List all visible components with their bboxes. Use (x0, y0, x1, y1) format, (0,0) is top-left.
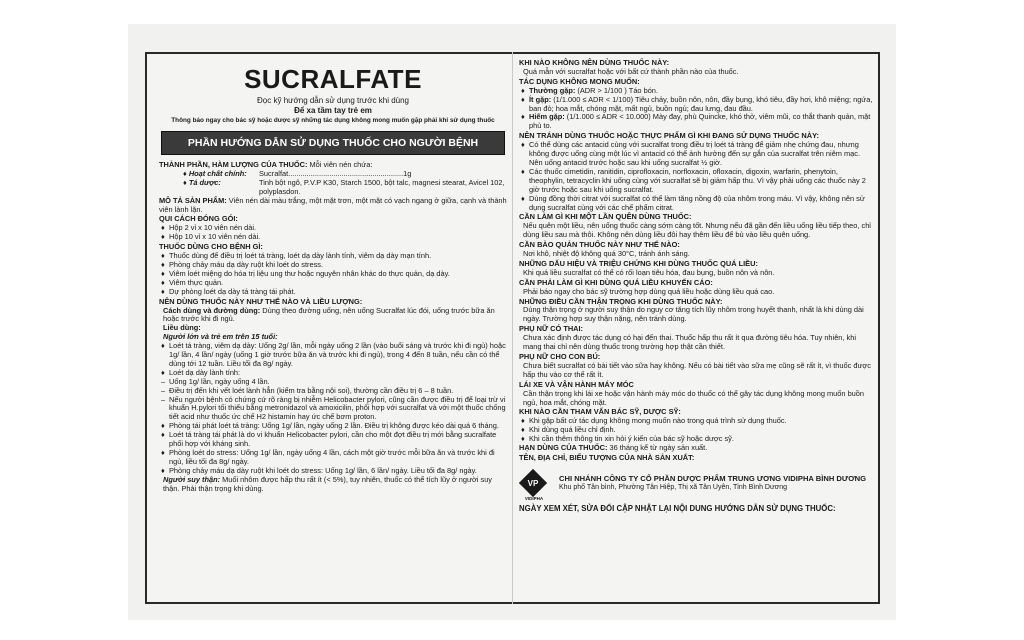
dose-subitem: Nếu người bệnh có chứng cứ rõ ràng bị nhiễm Helicobacter pylori, cũng cần được điều trị để loại trừ vi khuẩn H.pylori tối thiểu bằng metronidazol và amoxicilin, phối hợp với sucralfat và với một thuốc chống tiết acid như thuốc ức chế H2 histamin hay ức chế bơm proton. (169, 394, 506, 422)
overdose-text: Khi quá liều sucralfat có thể có rối loạn tiêu hóa, đau bụng, buồn nôn và nôn. (523, 267, 775, 277)
administration-text (159, 307, 507, 325)
overdose-action-text: Phải báo ngay cho bác sỹ trường hợp dùng quá liều hoặc dùng liều quá cao. (523, 286, 775, 296)
composition-text: Mỗi viên nén chứa: (307, 160, 373, 169)
interaction-item: Dùng đồng thời citrat với sucralfat có thể làm tăng nồng độ của nhôm trong máu. Vì vậy, không nên sử dụng sucralfat cùng với các chế phẩm citrat. (529, 193, 865, 212)
list-item: ♦ Loét tá tràng, viêm dạ dày: Uống 2g/ lần, mỗi ngày uống 2 lần (vào buổi sáng và trước khi đi ngủ) hoặc 1g/ lần, 4 lần/ ngày (uống 1 giờ trước bữa ăn và trước khi đi ngủ), trong 4 đến 8 tuần, nếu cần có thể dùng tới 12 tuần. Liều tối đa 8g/ ngày. (161, 341, 506, 368)
active-ingredient-key: ♦ Hoạt chất chính: (183, 168, 247, 178)
indication-item: Thuốc dùng để điều trị loét tá tràng, loét dạ dày lành tính, viêm dạ dày mạn tính. (169, 251, 432, 261)
packing-item: Hộp 2 vỉ x 10 viên nén dài. (169, 223, 257, 233)
active-ingredient-value: Sucralfat........................................................1g (259, 168, 412, 178)
renal-text: Muối nhôm được hấp thu rất ít (< 5%), tuy nhiên, thuốc có thể tích lũy ở người suy thận. Phải thận trọng khi dùng. (163, 474, 492, 493)
list-item: ♦ Khi cần thêm thông tin xin hỏi ý kiến của bác sỹ hoặc dược sỹ. (521, 434, 734, 444)
list-item: ♦ Dùng đồng thời citrat với sucralfat có thể làm tăng nồng độ của nhôm trong máu. Vì vậy, không nên sử dụng sucralfat cùng với các chế phẩm citrat. (521, 193, 865, 212)
logo-caption: VIDIPHA (524, 495, 544, 501)
patient-guide-banner: PHẦN HƯỚNG DẪN SỬ DỤNG THUỐC CHO NGƯỜI BỆNH (161, 131, 505, 155)
excipient-row (159, 179, 507, 197)
list-item: ♦ Ít gặp: (1/1.000 ≤ ADR < 1/100) Tiêu chảy, buồn nôn, nôn, đầy bụng, khó tiêu, đầy hơi, khô miệng; ngứa, ban đỏ; hoa mắt, chóng mặt, mất ngủ, buồn ngủ; đau lưng, đau đầu. (521, 94, 873, 113)
indication-item: Phòng chảy máu dạ dày ruột khi loét do stress. (169, 259, 324, 269)
packing-item: Hộp 10 vỉ x 10 viên nén dài. (169, 232, 261, 242)
contraindication-heading: KHI NÀO KHÔNG NÊN DÙNG THUỐC NÀY: (519, 58, 670, 67)
precautions-text: Dùng thận trọng ở người suy thận do nguy cơ tăng tích lũy nhôm trong huyết thanh, nhất là khi dùng dài ngày. Trường hợp suy thận nặng, nên tránh dùng. (523, 305, 864, 324)
description-section (159, 197, 507, 215)
indication-item: Dự phòng loét dạ dày tá tràng tái phát. (169, 286, 296, 296)
dose-item: Loét tá tràng tái phát là do vi khuẩn Helicobacter pylori, cần cho một đợt điều trị mới bằng sucralfate phối hợp với kháng sinh. (169, 430, 497, 449)
lactation-heading: PHỤ NỮ CHO CON BÚ: (519, 352, 601, 361)
expiry-label: HẠN DÙNG CỦA THUỐC: (519, 443, 608, 453)
side-effect-text: (ADR > 1/100 ) Táo bón. (575, 85, 658, 95)
dose-label: Liều dùng: (163, 323, 201, 333)
interaction-item: Có thể dùng các antacid cùng với sucralfat trong điều trị loét tá tràng để giảm nhẹ chứng đau, nhưng không được uống cùng một lúc vì antacid có thể ảnh hưởng đến sự gắn của sucralfat trên niêm mạc. Nên uống antacid trước hoặc sau khi uống sucralfat ½ giờ. (529, 140, 861, 167)
vidipha-logo-icon (519, 469, 549, 499)
list-item: ♦ Thường gặp: (ADR > 1/100 ) Táo bón. (521, 85, 658, 95)
renal-label: Người suy thận: (163, 474, 221, 484)
driving-heading: LÁI XE VÀ VẬN HÀNH MÁY MÓC (519, 379, 634, 389)
storage-heading: CẦN BẢO QUẢN THUỐC NÀY NHƯ THẾ NÀO: (519, 240, 680, 250)
left-column (159, 58, 507, 598)
list-item: ♦ Khi dùng quá liều chỉ định. (521, 425, 616, 435)
list-item: ♦ Loét tá tràng tái phát là do vi khuẩn Helicobacter pylori, cần cho một đợt điều trị mới bằng sucralfate phối hợp với kháng sinh. (161, 430, 497, 449)
fold-line (512, 52, 513, 604)
interactions-heading: NÊN TRÁNH DÙNG THUỐC HOẶC THỰC PHẨM GÌ KHI ĐANG SỬ DỤNG THUỐC NÀY: (519, 131, 819, 141)
side-effect-key: Ít gặp: (529, 94, 552, 104)
list-item: ♦ Dự phòng loét dạ dày tá tràng tái phát. (161, 286, 296, 296)
list-item: ♦ Viêm thực quản. (161, 277, 224, 287)
list-item: – Điều trị đến khi vết loét lành hẳn (kiểm tra bằng nội soi), thường cần điều trị 6 – 8 tuần. (161, 385, 454, 395)
dosage-heading: NÊN DÙNG THUỐC NÀY NHƯ THẾ NÀO VÀ LIỀU LƯỢNG: (159, 296, 363, 306)
dose-item: Loét dạ dày lành tính: (169, 367, 241, 377)
product-title: SUCRALFATE (244, 64, 422, 94)
list-item: ♦ Phòng tái phát loét tá tràng: Uống 1g/ lần, ngày uống 2 lần. Điều trị không được kéo dài quá 6 tháng. (161, 421, 499, 431)
keep-away-note: Để xa tầm tay trẻ em (294, 106, 372, 115)
dose-subitem: Uống 1g/ lần, ngày uống 4 lần. (169, 376, 270, 386)
list-item: ♦ Hộp 2 vỉ x 10 viên nén dài. (161, 223, 257, 233)
administration-label: Cách dùng và đường dùng: (163, 305, 261, 315)
excipient-key: ♦ Tá dược: (183, 177, 221, 187)
excipient-key-text: Tá dược: (188, 177, 221, 187)
administration-value: Dùng theo đường uống, nên uống Sucralfat lúc đói, uống trước bữa ăn hoặc trước khi đi ngủ. (163, 305, 495, 324)
description-label: MÔ TẢ SẢN PHẨM: (159, 195, 227, 205)
pregnancy-text: Chưa xác định được tác dụng có hại đến thai. Thuốc hấp thu rất ít qua đường tiêu hóa. Tuy nhiên, khi mang thai chỉ nên dùng thuốc trong trường hợp thật cần thiết. (523, 333, 856, 352)
company-info (559, 475, 866, 493)
storage-text: Nơi khô, nhiệt độ không quá 30°C, tránh ánh sáng. (523, 249, 690, 259)
side-effect-text: (1/1.000 ≤ ADR < 10.000) Mày đay, phù Quincke, khó thở, viêm mũi, co thắt thanh quản, mặt phù to. (529, 112, 871, 131)
dose-item: Phòng loét do stress: Uống 1g/ lần, ngày uống 4 lần, cách một giờ trước mỗi bữa ăn và trước khi đi ngủ, liều tối đa 8g/ ngày. (169, 448, 495, 466)
dose-item: Phòng tái phát loét tá tràng: Uống 1g/ lần, ngày uống 2 lần. Điều trị không được kéo dài quá 6 tháng. (169, 421, 499, 431)
manufacturer-block (519, 469, 873, 499)
adult-label: Người lớn và trẻ em trên 15 tuổi: (163, 332, 278, 342)
precautions-heading: NHỮNG ĐIỀU CẦN THẬN TRỌNG KHI DÙNG THUỐC NÀY: (519, 296, 723, 306)
description-text: Viên nén dài màu trắng, một mặt trơn, một mặt có vạch ngang ở giữa, cạnh và thành viên lành lặn. (159, 195, 507, 214)
review-date-line: NGÀY XEM XÉT, SỬA ĐỔI CẬP NHẬT LẠI NỘI DUNG HƯỚNG DẪN SỬ DỤNG THUỐC: (519, 503, 836, 513)
missed-dose-text: Nếu quên một liều, nên uống thuốc càng sớm càng tốt. Nhưng nếu đã gần đến liều uống liều tiếp theo, chỉ dùng liều sau mà thôi. Không nên dùng liều đôi hay thêm liều để bù vào liều quên uống. (523, 221, 871, 240)
indication-item: Viêm loét miệng do hóa trị liệu ung thư hoặc nguyên nhân khác do thực quản, dạ dày. (169, 268, 450, 278)
consult-heading: KHI NÀO CẦN THAM VẤN BÁC SỸ, DƯỢC SỸ: (519, 407, 681, 417)
indication-item: Viêm thực quản. (169, 277, 224, 287)
driving-text: Cần thận trọng khi lái xe hoặc vận hành máy móc do thuốc có thể gây tác dụng không mong muốn buồn ngủ, hoa mắt, chóng mặt. (523, 388, 865, 407)
company-name: CHI NHÁNH CÔNG TY CỔ PHẦN DƯỢC PHẨM TRUNG ƯƠNG VIDIPHA BÌNH DƯƠNG (559, 473, 867, 483)
list-item: ♦ Hộp 10 vỉ x 10 viên nén dài. (161, 232, 261, 242)
side-effects-heading: TÁC DỤNG KHÔNG MONG MUỐN: (519, 76, 640, 86)
list-item: ♦ Phòng chảy máu dạ dày ruột khi loét do stress: Uống 1g/ lần, 6 lần/ ngày. Liều tối đa 8g/ ngày. (161, 465, 477, 475)
expiry-section (519, 444, 873, 453)
list-item: ♦ Khi gặp bất cứ tác dụng không mong muốn nào trong quá trình sử dụng thuốc. (521, 416, 787, 426)
composition-label: THÀNH PHẦN, HÀM LƯỢNG CỦA THUỐC: (159, 160, 308, 169)
list-item: ♦ Loét dạ dày lành tính: (161, 367, 241, 377)
company-address: Khu phố Tân bình, Phường Tân Hiệp, Thị xã Tân Uyên, Tỉnh Bình Dương (559, 483, 788, 491)
side-effect-key: Hiếm gặp: (529, 112, 565, 122)
consult-item: Khi gặp bất cứ tác dụng không mong muốn nào trong quá trình sử dụng thuốc. (529, 416, 787, 426)
manufacturer-heading: TÊN, ĐỊA CHỈ, BIỂU TƯỢNG CỦA NHÀ SẢN XUẤT: (519, 452, 695, 462)
missed-dose-heading: CẦN LÀM GÌ KHI MỘT LẦN QUÊN DÙNG THUỐC: (519, 212, 692, 222)
list-item: ♦ Phòng chảy máu dạ dày ruột khi loét do stress. (161, 259, 324, 269)
pregnancy-heading: PHỤ NỮ CÓ THAI: (519, 324, 584, 334)
consult-item: Khi cần thêm thông tin xin hỏi ý kiến của bác sỹ hoặc dược sỹ. (529, 434, 734, 444)
list-item: – Nếu người bệnh có chứng cứ rõ ràng bị nhiễm Helicobacter pylori, cũng cần được điều trị để loại trừ vi khuẩn H.pylori tối thiểu bằng metronidazol và amoxicilin, phối hợp với sucralfat và với một thuốc chống tiết acid như thuốc ức chế H2 histamin hay ức chế bơm proton. (161, 394, 506, 422)
read-instructions-note: Đọc kỹ hướng dẫn sử dụng trước khi dùng (257, 96, 409, 105)
list-item: ♦ Có thể dùng các antacid cùng với sucralfat trong điều trị loét tá tràng để giảm nhẹ chứng đau, nhưng không được uống cùng một lúc vì antacid có thể ảnh hưởng đến sự gắn của sucralfat trên niêm mạc. Nên uống antacid trước hoặc sau khi uống sucralfat ½ giờ. (521, 140, 861, 167)
lactation-text: Chưa biết sucralfat có bài tiết vào sữa hay không. Nếu có bài tiết vào sữa mẹ cũng sẽ rất ít, vì thuốc được hấp thu vào cơ thể rất ít. (523, 360, 871, 379)
expiry-text: 36 tháng kể từ ngày sản xuất. (607, 443, 708, 453)
svg-text:VP: VP (527, 478, 539, 488)
list-item: ♦ Thuốc dùng để điều trị loét tá tràng, loét dạ dày lành tính, viêm dạ dày mạn tính. (161, 251, 432, 261)
side-effect-key: Thường gặp: (529, 85, 576, 95)
side-effect-text: (1/1.000 ≤ ADR < 1/100) Tiêu chảy, buồn nôn, nôn, đầy bụng, khó tiêu, đầy hơi, khô miệng; ngứa, ban đỏ; hoa mắt, chóng mặt, mất ngủ, buồn ngủ; đau lưng, đau đầu. (529, 94, 873, 113)
right-column (519, 58, 873, 598)
overdose-action-heading: CẦN PHẢI LÀM GÌ KHI DÙNG QUÁ LIỀU KHUYẾN CÁO: (519, 277, 713, 287)
indications-heading: THUỐC DÙNG CHO BỆNH GÌ: (159, 242, 263, 252)
list-item: – Uống 1g/ lần, ngày uống 4 lần. (161, 376, 270, 386)
overdose-heading: NHỮNG DẤU HIỆU VÀ TRIỆU CHỨNG KHI DÙNG THUỐC QUÁ LIỀU: (519, 258, 758, 268)
excipient-value: Tinh bột ngô, P.V.P K30, Starch 1500, bột talc, magnesi stearat, Avicel 102, polyplasdon. (259, 177, 505, 196)
list-item: ♦ Phòng loét do stress: Uống 1g/ lần, ngày uống 4 lần, cách một giờ trước mỗi bữa ăn và trước khi đi ngủ, liều tối đa 8g/ ngày. (161, 448, 495, 466)
contraindication-text: Quá mẫn với sucralfat hoặc với bất cứ thành phần nào của thuốc. (523, 66, 739, 76)
dose-item: Phòng chảy máu dạ dày ruột khi loét do stress: Uống 1g/ lần, 6 lần/ ngày. Liều tối đa 8g/ ngày. (169, 465, 477, 475)
interaction-item: Các thuốc cimetidin, ranitidin, ciprofloxacin, norfloxacin, ofloxacin, digoxin, warfarin, phenytoin, theophylin, tetracyclin khi uống cùng với sucralfat sẽ bị giảm hấp thu. Vì vậy phải uống các thuốc này 2 giờ trước hoặc sau khi uống sucralfat. (529, 166, 866, 194)
packing-heading: QUI CÁCH ĐÓNG GÓI: (159, 214, 238, 224)
report-side-effects-note: Thông báo ngay cho bác sỹ hoặc dược sỹ những tác dụng không mong muốn gặp phải khi sử dụng thuốc (171, 117, 495, 124)
active-key-text: Hoạt chất chính: (188, 168, 247, 178)
renal-note (159, 476, 507, 494)
list-item: ♦ Viêm loét miệng do hóa trị liệu ung thư hoặc nguyên nhân khác do thực quản, dạ dày. (161, 268, 450, 278)
consult-item: Khi dùng quá liều chỉ định. (529, 425, 616, 435)
dose-subitem: Điều trị đến khi vết loét lành hẳn (kiểm tra bằng nội soi), thường cần điều trị 6 – 8 tuần. (169, 385, 454, 395)
dose-item: Loét tá tràng, viêm dạ dày: Uống 2g/ lần, mỗi ngày uống 2 lần (vào buổi sáng và trước khi đi ngủ) hoặc 1g/ lần, 4 lần/ ngày (uống 1 giờ trước bữa ăn và trước khi đi ngủ), trong 4 đến 8 tuần, nếu cần có thể dùng tới 12 tuần. Liều tối đa 8g/ ngày. (169, 341, 506, 368)
list-item: ♦ Hiếm gặp: (1/1.000 ≤ ADR < 10.000) Mày đay, phù Quincke, khó thở, viêm mũi, co thắt thanh quản, mặt phù to. (521, 112, 871, 131)
list-item: ♦ Các thuốc cimetidin, ranitidin, ciprofloxacin, norfloxacin, ofloxacin, digoxin, warfarin, phenytoin, theophylin, tetracyclin khi uống cùng với sucralfat sẽ bị giảm hấp thu. Vì vậy phải uống các thuốc này 2 giờ trước hoặc sau khi uống sucralfat. (521, 166, 866, 194)
